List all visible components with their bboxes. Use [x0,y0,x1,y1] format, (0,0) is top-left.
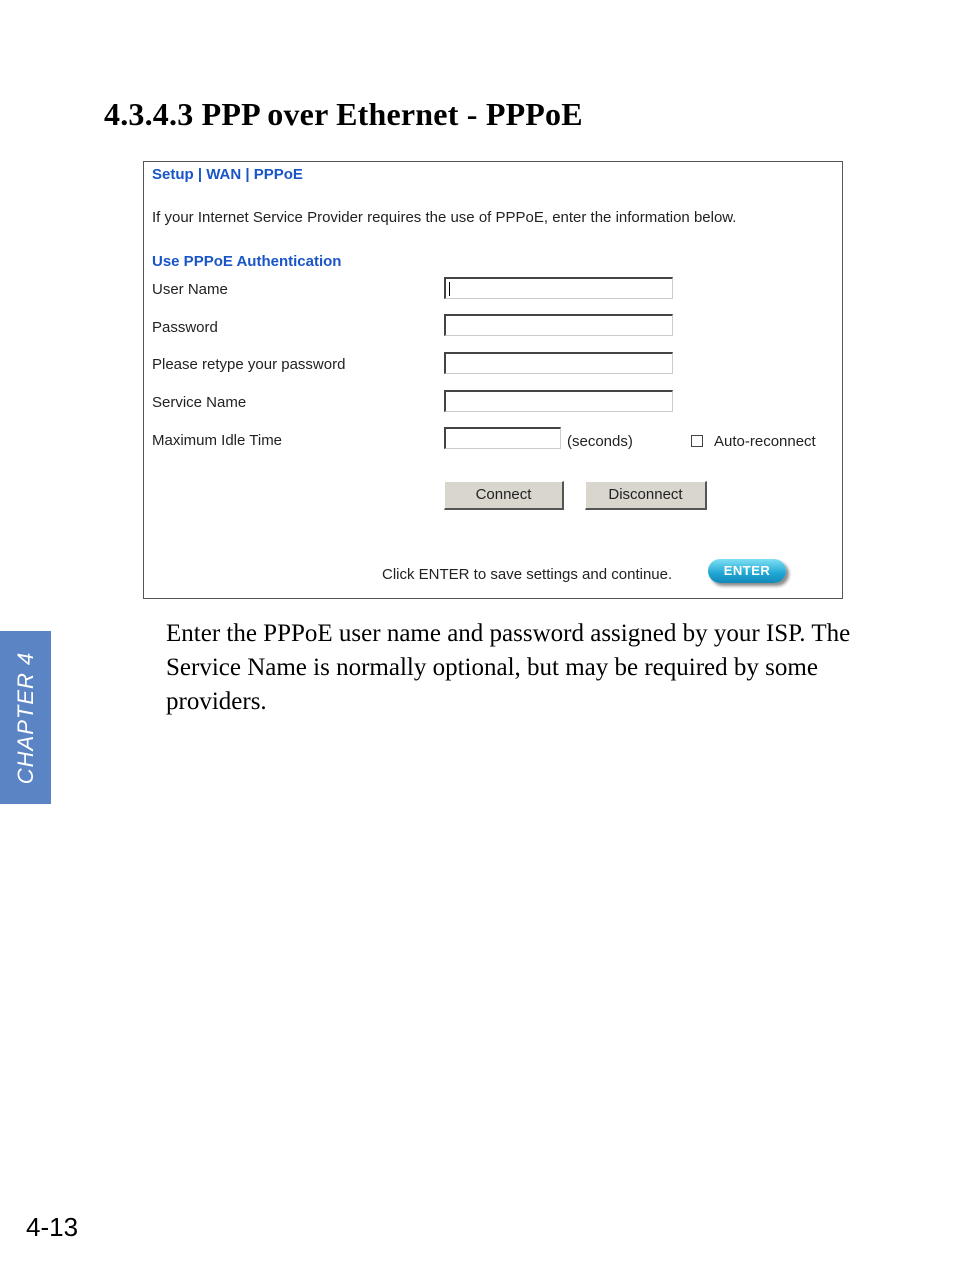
max-idle-time-input[interactable] [444,427,561,449]
page-number: 4-13 [26,1212,79,1242]
retype-password-input[interactable] [444,352,673,374]
user-name-input[interactable] [444,277,673,299]
retype-password-label: Please retype your password [152,356,346,373]
chapter-tab [0,631,51,804]
password-input[interactable] [444,314,673,336]
enter-button[interactable]: ENTER [708,559,786,583]
body-paragraph: Enter the PPPoE user name and password assigned by your ISP. The Service Name is normally optional, but may be required by some providers. [166,620,851,715]
connect-button[interactable]: Connect [444,481,564,510]
disconnect-button[interactable]: Disconnect [585,481,707,510]
chapter-tab-label: CHAPTER 4 [12,651,38,784]
user-name-label: User Name [152,281,228,298]
auth-subheading: Use PPPoE Authentication [152,253,342,270]
service-name-input[interactable] [444,390,673,412]
service-name-label: Service Name [152,394,247,411]
max-idle-time-label: Maximum Idle Time [152,432,283,449]
section-heading: 4.3.4.3 PPP over Ethernet - PPPoE [104,96,583,132]
password-label: Password [152,319,218,336]
text-caret [449,282,450,296]
seconds-unit: (seconds) [567,433,633,450]
breadcrumb: Setup | WAN | PPPoE [152,166,303,183]
intro-text: If your Internet Service Provider requires the use of PPPoE, enter the information below. [152,209,737,226]
save-instructions: Click ENTER to save settings and continue. [382,566,673,583]
auto-reconnect-label: Auto-reconnect [714,433,816,450]
pppoe-settings-panel [143,161,843,599]
auto-reconnect-checkbox[interactable] [691,435,703,447]
